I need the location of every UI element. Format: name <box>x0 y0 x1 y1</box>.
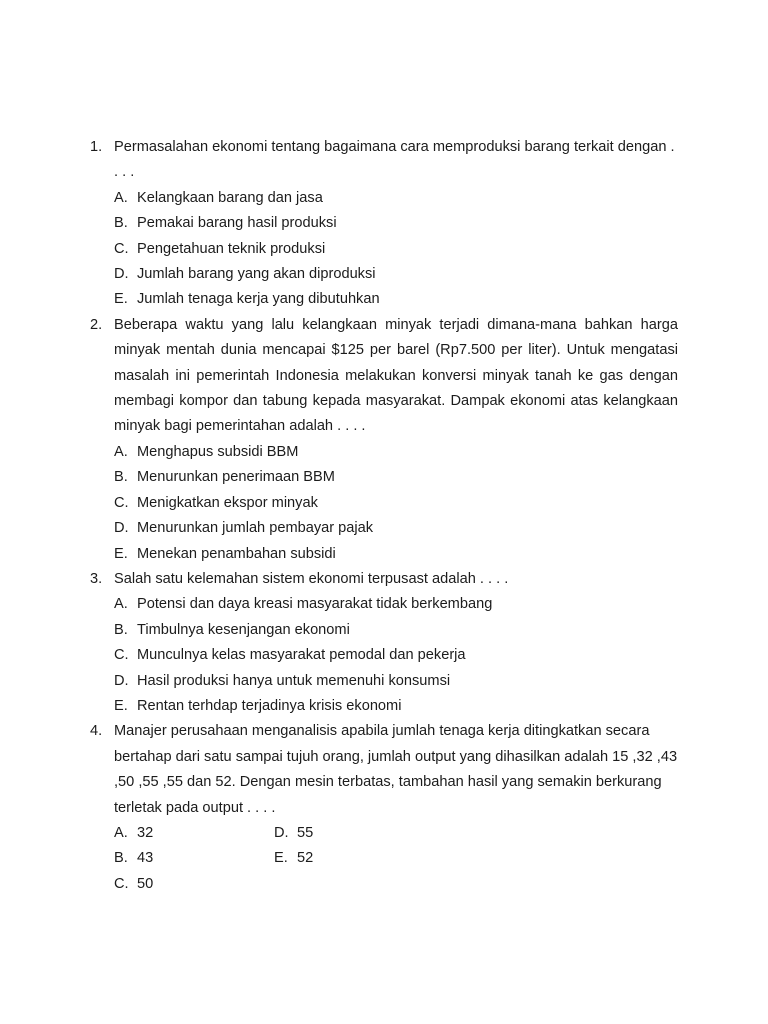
option-text: Hasil produksi hanya untuk memenuhi konsumsi <box>137 672 451 689</box>
option-letter: C. <box>114 240 129 257</box>
option-c <box>114 643 678 668</box>
question-number: 2. <box>90 316 103 333</box>
option-letter: C. <box>114 647 129 664</box>
option-a <box>114 821 274 846</box>
options-grid <box>114 821 678 897</box>
question-4 <box>90 719 678 897</box>
question-3 <box>90 567 678 719</box>
option-text: 32 <box>137 824 154 841</box>
option-text: Menekan penambahan subsidi <box>137 545 336 562</box>
option-text: Menigkatkan ekspor minyak <box>137 494 318 511</box>
option-letter: D. <box>114 672 129 689</box>
option-d <box>114 516 678 541</box>
option-text: Kelangkaan barang dan jasa <box>137 189 323 206</box>
option-letter: E. <box>114 697 128 714</box>
option-b <box>114 618 678 643</box>
option-letter: A. <box>114 443 128 460</box>
question-text: Permasalahan ekonomi tentang bagaimana cara memproduksi barang terkait dengan . . . . <box>114 139 675 181</box>
option-letter: A. <box>114 824 128 841</box>
option-text: Menurunkan jumlah pembayar pajak <box>137 520 374 537</box>
option-letter: A. <box>114 596 128 613</box>
option-letter: C. <box>114 875 129 892</box>
option-e <box>114 542 678 567</box>
option-text: Pengetahuan teknik produksi <box>137 240 326 257</box>
option-text: Potensi dan daya kreasi masyarakat tidak berkembang <box>137 596 493 613</box>
option-b <box>114 211 678 236</box>
question-text: Salah satu kelemahan sistem ekonomi terpusast adalah . . . . <box>114 570 509 587</box>
option-b <box>114 465 678 490</box>
question-number: 3. <box>90 570 103 587</box>
option-text: 55 <box>297 824 314 841</box>
option-c <box>114 872 274 897</box>
question-text: Manajer perusahaan menganalisis apabila jumlah tenaga kerja ditingkatkan secara bertahap dari satu sampai tujuh orang, jumlah output yang dihasilkan adalah 15 ,32 ,43 ,50 ,55 ,55 dan 52. Dengan mesin terbatas, tambahan hasil yang semakin berkurang terletak pada output . . . . <box>114 723 678 816</box>
option-b <box>114 846 274 871</box>
option-text: Menghapus subsidi BBM <box>137 443 299 460</box>
option-e <box>274 846 474 871</box>
option-letter: E. <box>114 545 128 562</box>
question-2 <box>90 313 678 567</box>
option-text: Jumlah barang yang akan diproduksi <box>137 266 376 283</box>
option-text: Rentan terhdap terjadinya krisis ekonomi <box>137 697 402 714</box>
option-text: Timbulnya kesenjangan ekonomi <box>137 621 350 638</box>
option-letter: E. <box>114 291 128 308</box>
option-text: Jumlah tenaga kerja yang dibutuhkan <box>137 291 380 308</box>
question-number: 1. <box>90 139 103 155</box>
option-a <box>114 440 678 465</box>
option-text: Pemakai barang hasil produksi <box>137 215 337 232</box>
question-list <box>90 135 678 897</box>
option-letter: B. <box>114 469 128 486</box>
option-a <box>114 186 678 211</box>
option-d <box>274 821 474 846</box>
option-letter: C. <box>114 494 129 511</box>
option-letter: A. <box>114 189 128 206</box>
option-c <box>114 491 678 516</box>
option-e <box>114 694 678 719</box>
option-text: 52 <box>297 850 314 867</box>
question-number: 4. <box>90 723 103 740</box>
option-text: Menurunkan penerimaan BBM <box>137 469 335 486</box>
question-text: Beberapa waktu yang lalu kelangkaan minyak terjadi dimana-mana bahkan harga minyak mentah dunia mencapai $125 per barel (Rp7.500 per liter). Untuk mengatasi masalah ini pemerintah Indonesia melakukan konversi minyak tanah ke gas dengan membagi kompor dan tabung kepada masyarakat. Dampak ekonomi atas kelangkaan minyak bagi pemerintahan adalah . . . . <box>114 316 678 435</box>
option-letter: B. <box>114 215 128 232</box>
option-text: Munculnya kelas masyarakat pemodal dan pekerja <box>137 647 466 664</box>
option-a <box>114 592 678 617</box>
option-text: 43 <box>137 850 154 867</box>
option-text: 50 <box>137 875 154 892</box>
question-1 <box>90 135 678 313</box>
option-letter: B. <box>114 850 128 867</box>
option-letter: D. <box>274 824 289 841</box>
option-d <box>114 262 678 287</box>
option-e <box>114 287 678 312</box>
option-d <box>114 669 678 694</box>
option-letter: E. <box>274 850 288 867</box>
option-c <box>114 237 678 262</box>
option-letter: D. <box>114 266 129 283</box>
option-letter: D. <box>114 520 129 537</box>
option-letter: B. <box>114 621 128 638</box>
